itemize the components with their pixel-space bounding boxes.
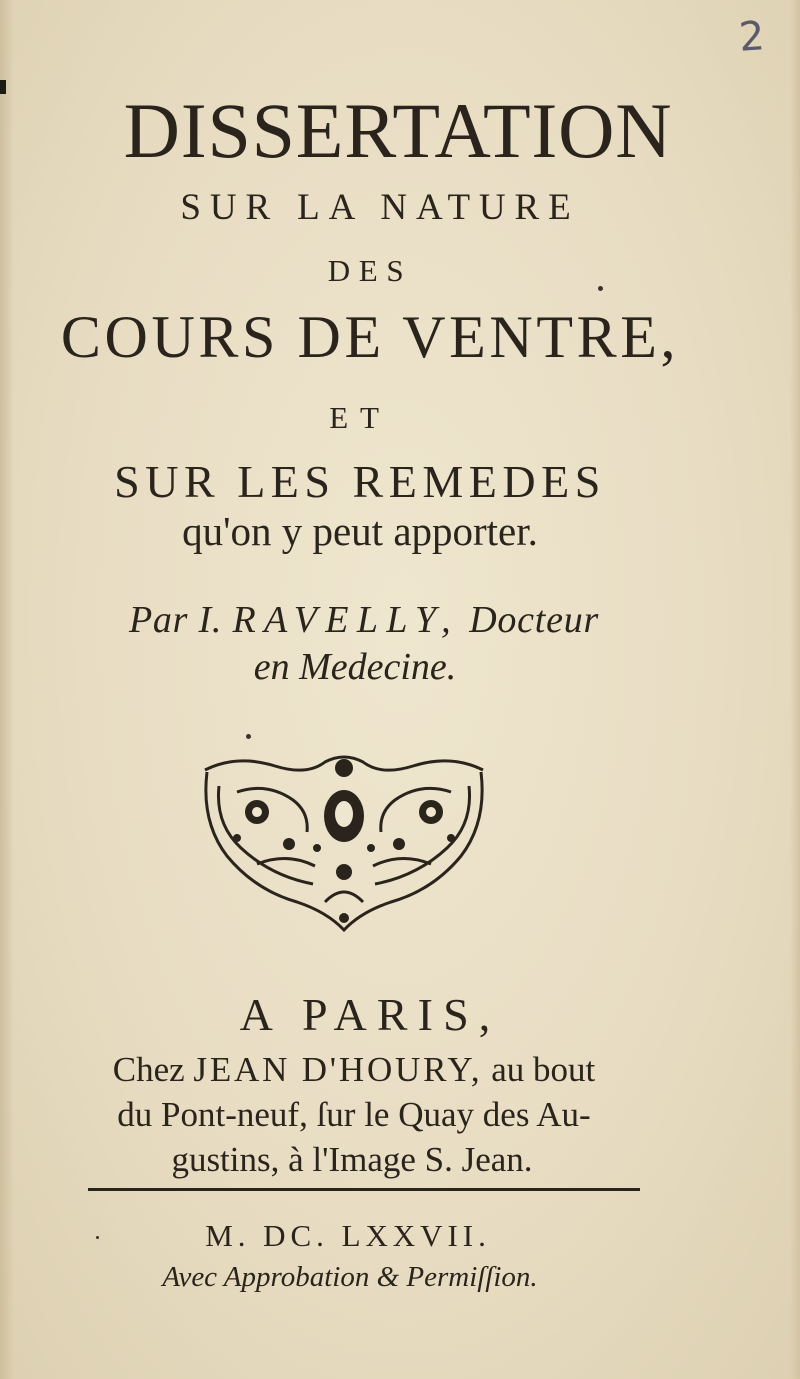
publication-date: M. DC. LXXVII.: [205, 1218, 491, 1253]
subtitle-line-2: DES: [327, 253, 413, 288]
imprint-chez: Chez: [112, 1050, 185, 1089]
author-title: Docteur: [469, 599, 600, 641]
imprint-line-3: gustins, à l'Image S. Jean.: [171, 1140, 533, 1179]
floral-vignette-ornament: [197, 752, 491, 934]
imprint-line-1: [0, 1050, 754, 1090]
author-prefix: Par I.: [128, 599, 223, 641]
subtitle-line-5: SUR LES REMEDES: [114, 456, 606, 507]
imprint-line-2: du Pont-neuf, ſur le Quay des Au-: [117, 1095, 591, 1134]
page-edge-shadow-right: [790, 0, 800, 1379]
book-title: DISSERTATION: [123, 87, 673, 174]
author-name: RAVELLY,: [232, 599, 459, 641]
imprint-line-1-end: au bout: [491, 1050, 596, 1089]
subtitle-line-6: qu'on y peut apporter.: [182, 508, 538, 554]
horizontal-rule: [88, 1188, 640, 1191]
subtitle-line-1: SUR LA NATURE: [180, 187, 580, 228]
subtitle-line-4: ET: [329, 400, 391, 435]
privilege-line: Avec Approbation & Permiſſion.: [162, 1261, 538, 1293]
imprint-city: A PARIS,: [239, 989, 501, 1040]
ink-speck: [598, 286, 603, 291]
subtitle-line-3: COURS DE VENTRE,: [60, 304, 680, 370]
ink-speck: [246, 734, 251, 739]
page-number-annotation: 2: [736, 13, 766, 61]
author-line: [0, 598, 764, 642]
imprint-publisher: JEAN D'HOURY,: [193, 1050, 483, 1089]
ink-speck: [96, 1236, 99, 1239]
author-line-2: en Medecine.: [253, 646, 457, 688]
